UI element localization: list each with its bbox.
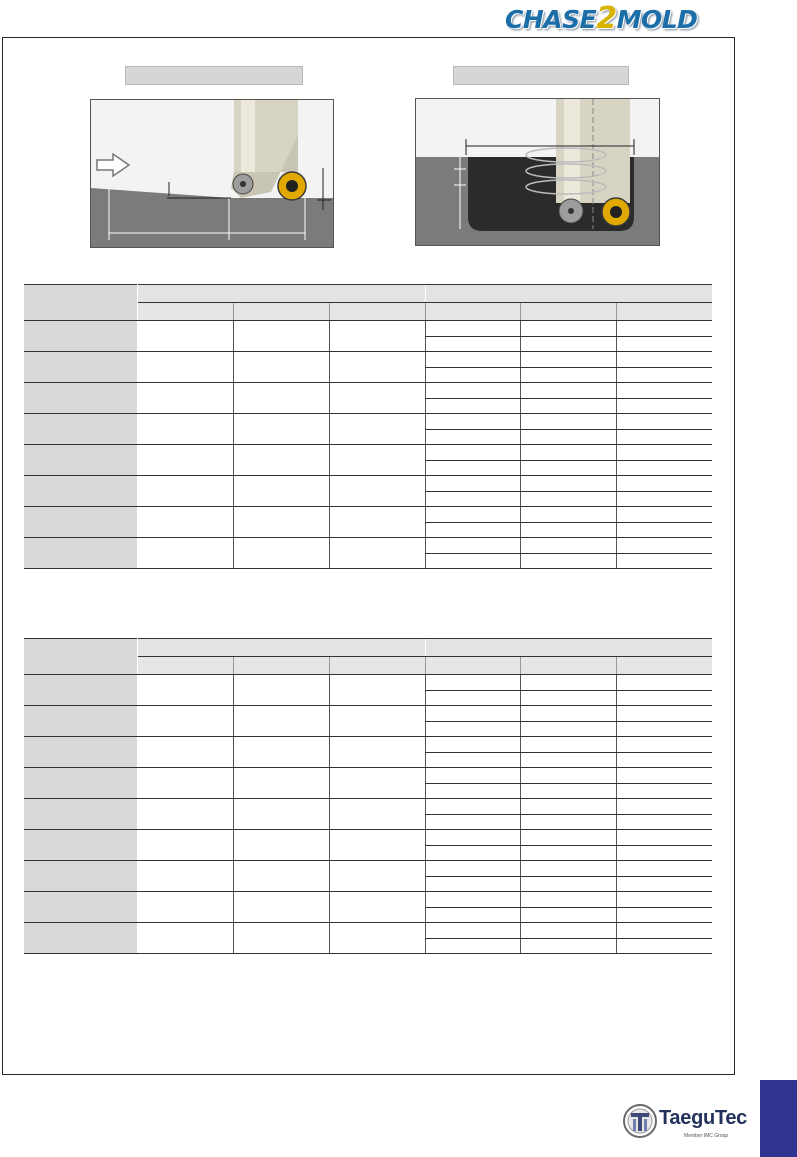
- table-cell: [137, 445, 233, 476]
- row-header: [24, 737, 137, 768]
- table-cell: [329, 861, 425, 892]
- subheader-cell: [329, 303, 425, 321]
- table-cell: [425, 830, 520, 846]
- table-cell: [520, 845, 616, 861]
- table-cell: [520, 507, 616, 523]
- table-cell: [520, 876, 616, 892]
- table-cell: [233, 861, 329, 892]
- table-header-row: [24, 639, 712, 657]
- table-cell: [520, 383, 616, 399]
- table-cell: [425, 876, 520, 892]
- table-cell: [520, 690, 616, 706]
- taegutec-tagline: Member IMC Group: [684, 1133, 729, 1139]
- table-row: [24, 799, 712, 815]
- table-row: [24, 923, 712, 939]
- subheader-cell: [425, 303, 520, 321]
- table-cell: [616, 690, 712, 706]
- row-header: [24, 507, 137, 538]
- table-cell: [520, 429, 616, 445]
- table-cell: [329, 799, 425, 830]
- insert-screw-right: [610, 206, 622, 218]
- table-cell: [520, 892, 616, 908]
- table-cell: [520, 799, 616, 815]
- cutting-data-table-2: [24, 638, 712, 954]
- subheader-cell: [233, 657, 329, 675]
- table-row: [24, 321, 712, 337]
- subheader-cell: [137, 303, 233, 321]
- table-cell: [520, 367, 616, 383]
- table-cell: [616, 522, 712, 538]
- logo-suffix: MOLD: [616, 5, 698, 34]
- subheader-cell: [137, 657, 233, 675]
- row-header: [24, 861, 137, 892]
- table-cell: [425, 799, 520, 815]
- table-cell: [520, 675, 616, 691]
- table-cell: [520, 861, 616, 877]
- table-cell: [520, 752, 616, 768]
- table-cell: [520, 414, 616, 430]
- table-cell: [233, 321, 329, 352]
- table-cell: [329, 414, 425, 445]
- row-header: [24, 892, 137, 923]
- table-cell: [233, 737, 329, 768]
- table-cell: [425, 737, 520, 753]
- insert-screw-right: [286, 180, 298, 192]
- table-cell: [520, 814, 616, 830]
- table-cell: [616, 799, 712, 815]
- table-cell: [233, 476, 329, 507]
- row-header: [24, 538, 137, 569]
- table-cell: [233, 507, 329, 538]
- table-cell: [616, 352, 712, 368]
- table-row: [24, 414, 712, 430]
- header-group-1: [137, 639, 425, 657]
- table-cell: [137, 675, 233, 706]
- subheader-cell: [425, 657, 520, 675]
- row-header: [24, 675, 137, 706]
- table-cell: [329, 507, 425, 538]
- table-cell: [425, 352, 520, 368]
- table-cell: [425, 783, 520, 799]
- table-row: [24, 675, 712, 691]
- row-header: [24, 445, 137, 476]
- table-cell: [425, 907, 520, 923]
- table-cell: [520, 445, 616, 461]
- table-cell: [425, 768, 520, 784]
- table-cell: [616, 383, 712, 399]
- row-header: [24, 923, 137, 954]
- taegutec-emblem-icon: [622, 1101, 658, 1141]
- subheader-cell: [520, 303, 616, 321]
- header-corner-cell: [24, 639, 137, 675]
- shank-highlight: [241, 100, 255, 172]
- table-cell: [520, 553, 616, 569]
- table-cell: [233, 675, 329, 706]
- table-cell: [329, 923, 425, 954]
- table-cell: [616, 321, 712, 337]
- table-cell: [616, 398, 712, 414]
- table-cell: [137, 923, 233, 954]
- table-header-row: [24, 285, 712, 303]
- logo-wordmark: [505, 1, 698, 36]
- table-cell: [425, 367, 520, 383]
- table-cell: [233, 923, 329, 954]
- table-cell: [616, 876, 712, 892]
- subheader-cell: [616, 303, 712, 321]
- subheader-cell: [329, 657, 425, 675]
- table-cell: [425, 892, 520, 908]
- table-cell: [425, 476, 520, 492]
- table-cell: [425, 507, 520, 523]
- table-cell: [425, 923, 520, 939]
- table-cell: [233, 799, 329, 830]
- chase2mold-logo: [505, 2, 740, 36]
- ramping-heading-bar: [125, 66, 303, 85]
- table-row: [24, 538, 712, 554]
- table-row: [24, 476, 712, 492]
- table-cell: [425, 383, 520, 399]
- table-cell: [616, 429, 712, 445]
- table-cell: [425, 938, 520, 954]
- table-cell: [616, 675, 712, 691]
- table-cell: [616, 460, 712, 476]
- table-cell: [616, 367, 712, 383]
- table-cell: [616, 938, 712, 954]
- logo-two: 2: [596, 1, 617, 36]
- table-cell: [329, 538, 425, 569]
- table-cell: [520, 830, 616, 846]
- table-cell: [520, 706, 616, 722]
- table-cell: [520, 721, 616, 737]
- table-cell: [520, 491, 616, 507]
- table-cell: [616, 830, 712, 846]
- helical-illustration: [415, 98, 660, 246]
- table-cell: [616, 538, 712, 554]
- table-cell: [329, 383, 425, 414]
- table-row: [24, 352, 712, 368]
- table-cell: [137, 383, 233, 414]
- table-cell: [520, 737, 616, 753]
- table-cell: [425, 690, 520, 706]
- header-group-1: [137, 285, 425, 303]
- ramping-drawing: [91, 100, 333, 247]
- table-cell: [425, 814, 520, 830]
- row-header: [24, 799, 137, 830]
- table-cell: [520, 398, 616, 414]
- table-cell: [616, 553, 712, 569]
- table-cell: [520, 768, 616, 784]
- table-cell: [616, 752, 712, 768]
- taegutec-wordmark: TaeguTec: [659, 1107, 747, 1129]
- table-cell: [425, 538, 520, 554]
- table-cell: [233, 445, 329, 476]
- table-cell: [137, 861, 233, 892]
- table-cell: [616, 861, 712, 877]
- table-cell: [520, 352, 616, 368]
- table-row: [24, 861, 712, 877]
- table-cell: [425, 445, 520, 461]
- table-row: [24, 507, 712, 523]
- header-group-2: [425, 285, 712, 303]
- table-cell: [233, 414, 329, 445]
- table-row: [24, 892, 712, 908]
- table-cell: [329, 321, 425, 352]
- table-row: [24, 445, 712, 461]
- table-cell: [616, 336, 712, 352]
- table-cell: [329, 768, 425, 799]
- table-cell: [616, 845, 712, 861]
- row-header: [24, 414, 137, 445]
- table-cell: [616, 907, 712, 923]
- table-cell: [520, 938, 616, 954]
- table-cell: [137, 737, 233, 768]
- table-cell: [233, 768, 329, 799]
- table-cell: [233, 538, 329, 569]
- helical-drawing: [416, 99, 659, 245]
- table-cell: [425, 336, 520, 352]
- table-cell: [520, 476, 616, 492]
- table-cell: [616, 414, 712, 430]
- table-cell: [329, 476, 425, 507]
- row-header: [24, 476, 137, 507]
- table-cell: [425, 321, 520, 337]
- table-cell: [520, 522, 616, 538]
- header-corner-cell: [24, 285, 137, 321]
- table-cell: [520, 460, 616, 476]
- table-cell: [233, 383, 329, 414]
- subheader-cell: [233, 303, 329, 321]
- ramping-illustration: [90, 99, 334, 248]
- table-cell: [425, 460, 520, 476]
- table-cell: [137, 538, 233, 569]
- subheader-cell: [616, 657, 712, 675]
- table-cell: [520, 538, 616, 554]
- table-row: [24, 383, 712, 399]
- table-cell: [329, 830, 425, 861]
- table-cell: [137, 830, 233, 861]
- table-cell: [616, 768, 712, 784]
- subheader-cell: [520, 657, 616, 675]
- table-cell: [329, 675, 425, 706]
- table-cell: [425, 675, 520, 691]
- table-cell: [137, 892, 233, 923]
- table-row: [24, 706, 712, 722]
- table-cell: [616, 892, 712, 908]
- cutting-data-table-1: [24, 284, 712, 569]
- table-cell: [137, 706, 233, 737]
- table-cell: [425, 414, 520, 430]
- table-cell: [233, 892, 329, 923]
- table-cell: [425, 706, 520, 722]
- section-thumb-tab: [760, 1080, 797, 1157]
- table-cell: [137, 352, 233, 383]
- row-header: [24, 321, 137, 352]
- table-cell: [425, 721, 520, 737]
- helical-heading-bar: [453, 66, 629, 85]
- table-cell: [520, 336, 616, 352]
- insert-screw-left: [240, 181, 246, 187]
- table-cell: [233, 352, 329, 383]
- table-cell: [233, 706, 329, 737]
- taegutec-logo: [622, 1101, 747, 1145]
- row-header: [24, 768, 137, 799]
- shank-highlight: [564, 99, 580, 203]
- table-cell: [425, 752, 520, 768]
- table-cell: [137, 476, 233, 507]
- row-header: [24, 706, 137, 737]
- table-cell: [616, 737, 712, 753]
- table-cell: [616, 507, 712, 523]
- table-cell: [520, 923, 616, 939]
- table-row: [24, 830, 712, 846]
- table-cell: [137, 321, 233, 352]
- header-group-2: [425, 639, 712, 657]
- table-cell: [329, 445, 425, 476]
- table-cell: [329, 706, 425, 737]
- table-cell: [616, 783, 712, 799]
- table-row: [24, 768, 712, 784]
- row-header: [24, 383, 137, 414]
- table-cell: [233, 830, 329, 861]
- table-cell: [425, 553, 520, 569]
- table-cell: [616, 814, 712, 830]
- logo-prefix: CHASE: [505, 5, 597, 34]
- table-cell: [137, 799, 233, 830]
- table-cell: [137, 414, 233, 445]
- table-cell: [329, 892, 425, 923]
- table-cell: [520, 783, 616, 799]
- table-cell: [329, 352, 425, 383]
- table-cell: [520, 907, 616, 923]
- table-cell: [137, 507, 233, 538]
- table-cell: [425, 429, 520, 445]
- table-cell: [616, 476, 712, 492]
- table-row: [24, 737, 712, 753]
- row-header: [24, 830, 137, 861]
- table-cell: [425, 398, 520, 414]
- table-cell: [425, 845, 520, 861]
- table-cell: [616, 706, 712, 722]
- table-cell: [520, 321, 616, 337]
- table-cell: [425, 861, 520, 877]
- table-cell: [137, 768, 233, 799]
- table-cell: [616, 923, 712, 939]
- table-cell: [616, 445, 712, 461]
- table-cell: [616, 491, 712, 507]
- row-header: [24, 352, 137, 383]
- table-cell: [616, 721, 712, 737]
- table-cell: [329, 737, 425, 768]
- table-cell: [425, 522, 520, 538]
- table-cell: [425, 491, 520, 507]
- insert-screw-left: [568, 208, 574, 214]
